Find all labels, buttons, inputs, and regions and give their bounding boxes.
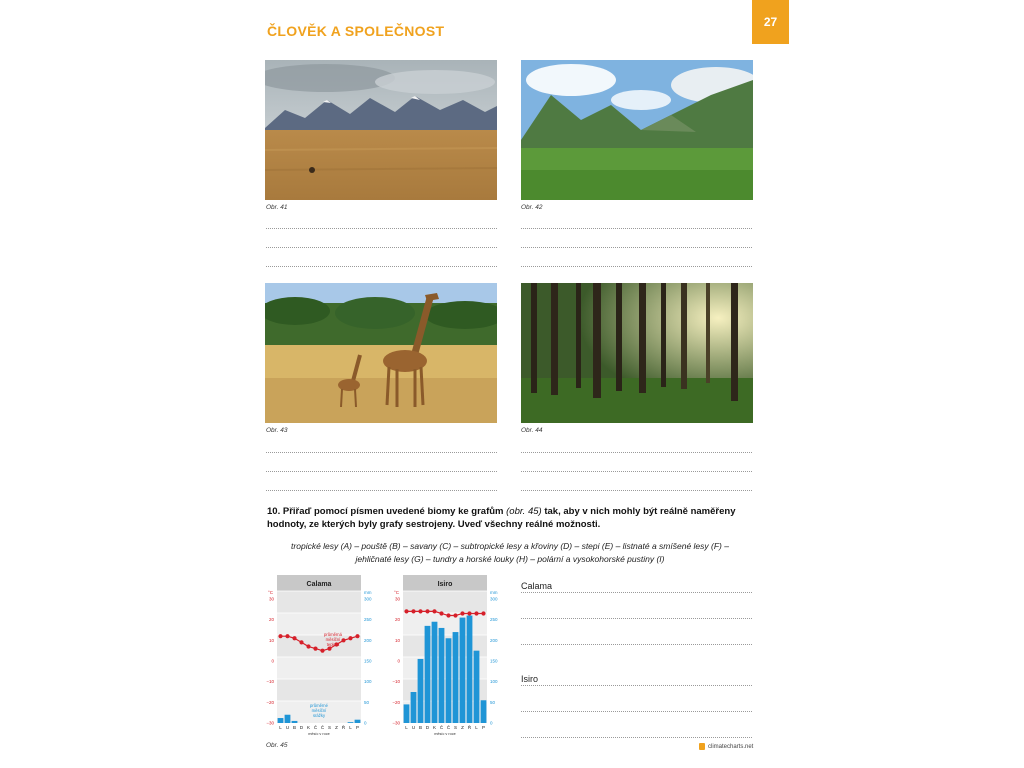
y-tick-right: 150 bbox=[490, 658, 498, 664]
temperature-point bbox=[432, 609, 436, 613]
y-tick-right: 50 bbox=[364, 699, 370, 705]
y-tick-right: 50 bbox=[490, 699, 496, 705]
plot-band bbox=[277, 657, 361, 679]
temperature-point bbox=[411, 609, 415, 613]
answer-line[interactable] bbox=[521, 618, 752, 619]
y-axis-left-unit: °C bbox=[394, 590, 400, 595]
x-tick: U bbox=[411, 725, 416, 730]
temperature-point bbox=[306, 644, 310, 648]
y-tick-right: 250 bbox=[364, 617, 372, 623]
y-tick-right: 150 bbox=[364, 658, 372, 664]
x-tick: Č bbox=[313, 725, 318, 730]
photo-valley bbox=[521, 60, 753, 200]
photo-savanna bbox=[265, 283, 497, 423]
answer-line[interactable] bbox=[266, 452, 497, 453]
answer-label-calama: Calama bbox=[521, 581, 553, 591]
precipitation-bar bbox=[439, 628, 445, 723]
chart-title: Isiro bbox=[437, 581, 453, 588]
climate-chart-isiro bbox=[387, 573, 512, 738]
temperature-point bbox=[453, 613, 457, 617]
y-tick-left: −10 bbox=[266, 679, 274, 685]
temperature-label: teplota bbox=[326, 642, 340, 647]
photo-forest bbox=[521, 283, 753, 423]
precipitation-bar bbox=[348, 722, 354, 723]
plot-band bbox=[277, 679, 361, 701]
y-axis-left-unit: °C bbox=[268, 590, 274, 595]
y-tick-left: 10 bbox=[268, 637, 274, 643]
biome-list-line: jehličnaté lesy (G) – tundry a horské louky (H) – polární a vysokohorské pustiny (I) bbox=[355, 553, 665, 564]
answer-line[interactable] bbox=[521, 471, 752, 472]
plot-band bbox=[277, 591, 361, 613]
temperature-point bbox=[481, 611, 485, 615]
y-tick-left: 30 bbox=[394, 596, 400, 602]
climatecharts-logo-icon bbox=[699, 743, 705, 750]
x-tick: K bbox=[306, 725, 311, 730]
precipitation-label: měsíční bbox=[311, 708, 327, 713]
biome-list-line: tropické lesy (A) – pouště (B) – savany (C) – subtropické lesy a křoviny (D) – stepi (E) – listnaté a smíšené lesy (F) – bbox=[291, 541, 729, 551]
y-tick-left: −20 bbox=[266, 699, 274, 705]
precipitation-bar bbox=[411, 692, 417, 723]
x-tick: L bbox=[475, 725, 478, 730]
y-tick-left: 20 bbox=[268, 617, 274, 623]
x-tick: U bbox=[285, 725, 290, 730]
y-tick-right: 250 bbox=[490, 617, 498, 623]
x-tick: D bbox=[425, 725, 430, 730]
y-tick-right: 0 bbox=[490, 720, 493, 726]
y-tick-left: 30 bbox=[268, 596, 274, 602]
x-axis-label: měsíc v roce bbox=[434, 732, 456, 736]
precipitation-bar bbox=[278, 718, 284, 723]
answer-line[interactable] bbox=[521, 737, 752, 738]
answer-line[interactable] bbox=[521, 266, 752, 267]
precipitation-bar bbox=[418, 659, 424, 723]
chapter-title: ČLOVĚK A SPOLEČNOST bbox=[267, 23, 445, 39]
answer-line[interactable] bbox=[521, 711, 752, 712]
y-tick-right: 0 bbox=[364, 720, 367, 726]
temperature-point bbox=[327, 647, 331, 651]
x-tick: S bbox=[453, 725, 458, 730]
task-reference: (obr. 45) bbox=[506, 506, 542, 517]
x-tick: Ř bbox=[341, 725, 346, 730]
answer-line[interactable] bbox=[521, 644, 752, 645]
precipitation-bar bbox=[453, 632, 459, 723]
answer-line[interactable] bbox=[521, 247, 752, 248]
answer-label-isiro: Isiro bbox=[521, 674, 539, 684]
y-tick-left: 10 bbox=[394, 637, 400, 643]
precipitation-label: srážky bbox=[312, 713, 326, 718]
caption-obr-44: Obr. 44 bbox=[521, 427, 543, 434]
temperature-point bbox=[439, 611, 443, 615]
y-tick-left: −30 bbox=[266, 720, 274, 726]
x-tick: Ř bbox=[467, 725, 472, 730]
temperature-point bbox=[418, 609, 422, 613]
temperature-point bbox=[292, 636, 296, 640]
credit-text: climatecharts.net bbox=[708, 743, 754, 750]
answer-line[interactable] bbox=[521, 452, 752, 453]
temperature-label: průměrná bbox=[324, 632, 342, 637]
precipitation-bar bbox=[474, 651, 480, 723]
temperature-point bbox=[320, 649, 324, 653]
temperature-point bbox=[355, 634, 359, 638]
x-tick: P bbox=[481, 725, 486, 730]
y-tick-left: 0 bbox=[397, 658, 400, 664]
temperature-point bbox=[467, 611, 471, 615]
task-text-after: tak, aby v nich mohly být reálně naměřeny hodnoty, ze kterých byly grafy sestrojeny. Uveď všechny reálné možnosti. bbox=[267, 506, 736, 530]
x-tick: Č bbox=[320, 725, 325, 730]
x-tick: L bbox=[279, 725, 282, 730]
precipitation-bar bbox=[460, 618, 466, 723]
precipitation-bar bbox=[446, 638, 452, 723]
y-tick-left: −20 bbox=[392, 699, 400, 705]
x-tick: L bbox=[405, 725, 408, 730]
temperature-point bbox=[460, 611, 464, 615]
precipitation-bar bbox=[425, 626, 431, 723]
answer-line[interactable] bbox=[266, 266, 497, 267]
x-tick: L bbox=[349, 725, 352, 730]
temperature-point bbox=[404, 609, 408, 613]
temperature-point bbox=[299, 640, 303, 644]
task-instruction bbox=[267, 505, 753, 531]
y-tick-left: 0 bbox=[271, 658, 274, 664]
temperature-point bbox=[278, 634, 282, 638]
answer-line[interactable] bbox=[266, 490, 497, 491]
answer-line[interactable] bbox=[521, 490, 752, 491]
precipitation-bar bbox=[467, 616, 473, 723]
temperature-point bbox=[285, 634, 289, 638]
precipitation-bar bbox=[292, 721, 298, 723]
precipitation-bar bbox=[481, 700, 487, 723]
answer-line[interactable] bbox=[266, 471, 497, 472]
plot-band bbox=[403, 591, 487, 613]
x-tick: Č bbox=[446, 725, 451, 730]
y-tick-right: 200 bbox=[490, 637, 498, 643]
y-axis-right-unit: mm bbox=[364, 590, 372, 595]
y-tick-right: 300 bbox=[490, 596, 498, 602]
x-tick: S bbox=[327, 725, 332, 730]
chart-title: Calama bbox=[306, 581, 332, 588]
caption-obr-42: Obr. 42 bbox=[521, 204, 543, 211]
answer-line[interactable] bbox=[266, 228, 497, 229]
answer-line[interactable] bbox=[521, 685, 752, 686]
task-text-before: Přiřaď pomocí písmen uvedené biomy ke grafům bbox=[282, 506, 504, 517]
answer-line[interactable] bbox=[521, 228, 752, 229]
temperature-point bbox=[313, 647, 317, 651]
y-tick-left: 20 bbox=[394, 617, 400, 623]
caption-obr-45: Obr. 45 bbox=[266, 742, 288, 749]
x-tick: Z bbox=[335, 725, 338, 730]
y-tick-left: −30 bbox=[392, 720, 400, 726]
caption-obr-41: Obr. 41 bbox=[266, 204, 288, 211]
plot-band bbox=[277, 613, 361, 635]
precipitation-label: průměrné bbox=[310, 703, 328, 708]
y-tick-right: 100 bbox=[490, 679, 498, 685]
y-axis-right-unit: mm bbox=[490, 590, 498, 595]
temperature-point bbox=[425, 609, 429, 613]
x-axis-label: měsíc v roce bbox=[308, 732, 330, 736]
photo-steppe bbox=[265, 60, 497, 200]
precipitation-bar bbox=[432, 622, 438, 723]
x-tick: Z bbox=[461, 725, 464, 730]
x-tick: K bbox=[432, 725, 437, 730]
page-number: 27 bbox=[752, 0, 789, 44]
temperature-point bbox=[474, 611, 478, 615]
climate-chart-calama bbox=[261, 573, 386, 738]
x-tick: D bbox=[299, 725, 304, 730]
temperature-label: měsíční bbox=[325, 637, 341, 642]
y-tick-right: 100 bbox=[364, 679, 372, 685]
credit bbox=[699, 743, 753, 750]
biome-list bbox=[267, 540, 753, 565]
y-tick-right: 200 bbox=[364, 637, 372, 643]
plot-band bbox=[403, 613, 487, 635]
temperature-point bbox=[341, 638, 345, 642]
caption-obr-43: Obr. 43 bbox=[266, 427, 288, 434]
x-tick: Č bbox=[439, 725, 444, 730]
task-number: 10. bbox=[267, 506, 281, 517]
x-tick: P bbox=[355, 725, 360, 730]
temperature-point bbox=[446, 613, 450, 617]
temperature-point bbox=[348, 636, 352, 640]
precipitation-bar bbox=[355, 720, 361, 723]
answer-line[interactable] bbox=[266, 247, 497, 248]
y-tick-left: −10 bbox=[392, 679, 400, 685]
y-tick-right: 300 bbox=[364, 596, 372, 602]
answer-line[interactable] bbox=[521, 592, 752, 593]
x-tick: B bbox=[418, 725, 423, 730]
x-tick: B bbox=[292, 725, 297, 730]
precipitation-bar bbox=[404, 704, 410, 723]
precipitation-bar bbox=[285, 715, 291, 723]
